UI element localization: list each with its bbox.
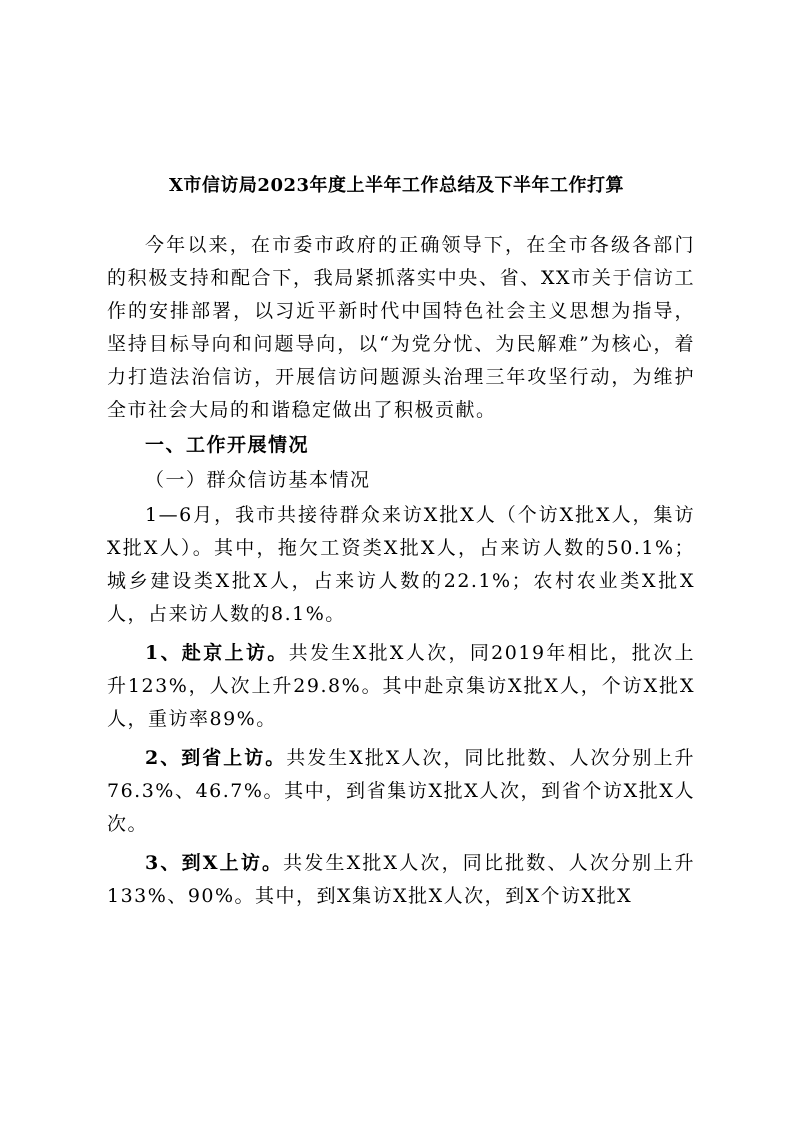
- intro-paragraph: 今年以来，在市委市政府的正确领导下，在全市各级各部门的积极支持和配合下，我局紧抓落实中央、省、XX市关于信访工作的安排部署，以习近平新时代中国特色社会主义思想为指导，坚持目标导向和问题导向，以“为党分忧、为民解难”为核心，着力打造法治信访，开展信访问题源头治理三年攻坚行动，为维护全市社会大局的和谐稳定做出了积极贡献。: [107, 234, 695, 421]
- overview-paragraph: 1—6月，我市共接待群众来访X批X人（个访X批X人，集访X批X人）。其中，拖欠工资类X批X人，占来访人数的50.1%；城乡建设类X批X人，占来访人数的22.1%；农村农业类X批X人，占来访人数的8.1%。: [107, 504, 695, 625]
- item-text: 共发生X批X人次，同比批数、人次分别上升133%、90%。其中，到X集访X批X人次，到X个访X批X: [107, 852, 695, 907]
- item-paragraph-2: [107, 742, 695, 841]
- subsection-heading: （一）群众信访基本情况: [145, 469, 371, 491]
- item-label: 3、到X上访。: [145, 852, 284, 874]
- section-heading: 一、工作开展情况: [145, 434, 310, 456]
- document-title: X市信访局2023年度上半年工作总结及下半年工作打算: [168, 175, 625, 196]
- item-text: 共发生X批X人次，同2019年相比，批次上升123%，人次上升29.8%。其中赴京集访X批X人，个访X批X人，重访率89%。: [107, 642, 695, 730]
- item-paragraph-3: [107, 847, 695, 913]
- item-paragraph-1: [107, 637, 695, 736]
- item-label: 1、赴京上访。: [145, 642, 289, 664]
- item-text: 共发生X批X人次，同比批数、人次分别上升76.3%、46.7%。其中，到省集访X批X人次，到省个访X批X人次。: [107, 747, 695, 835]
- item-label: 2、到省上访。: [145, 747, 287, 769]
- document-body: [107, 229, 695, 913]
